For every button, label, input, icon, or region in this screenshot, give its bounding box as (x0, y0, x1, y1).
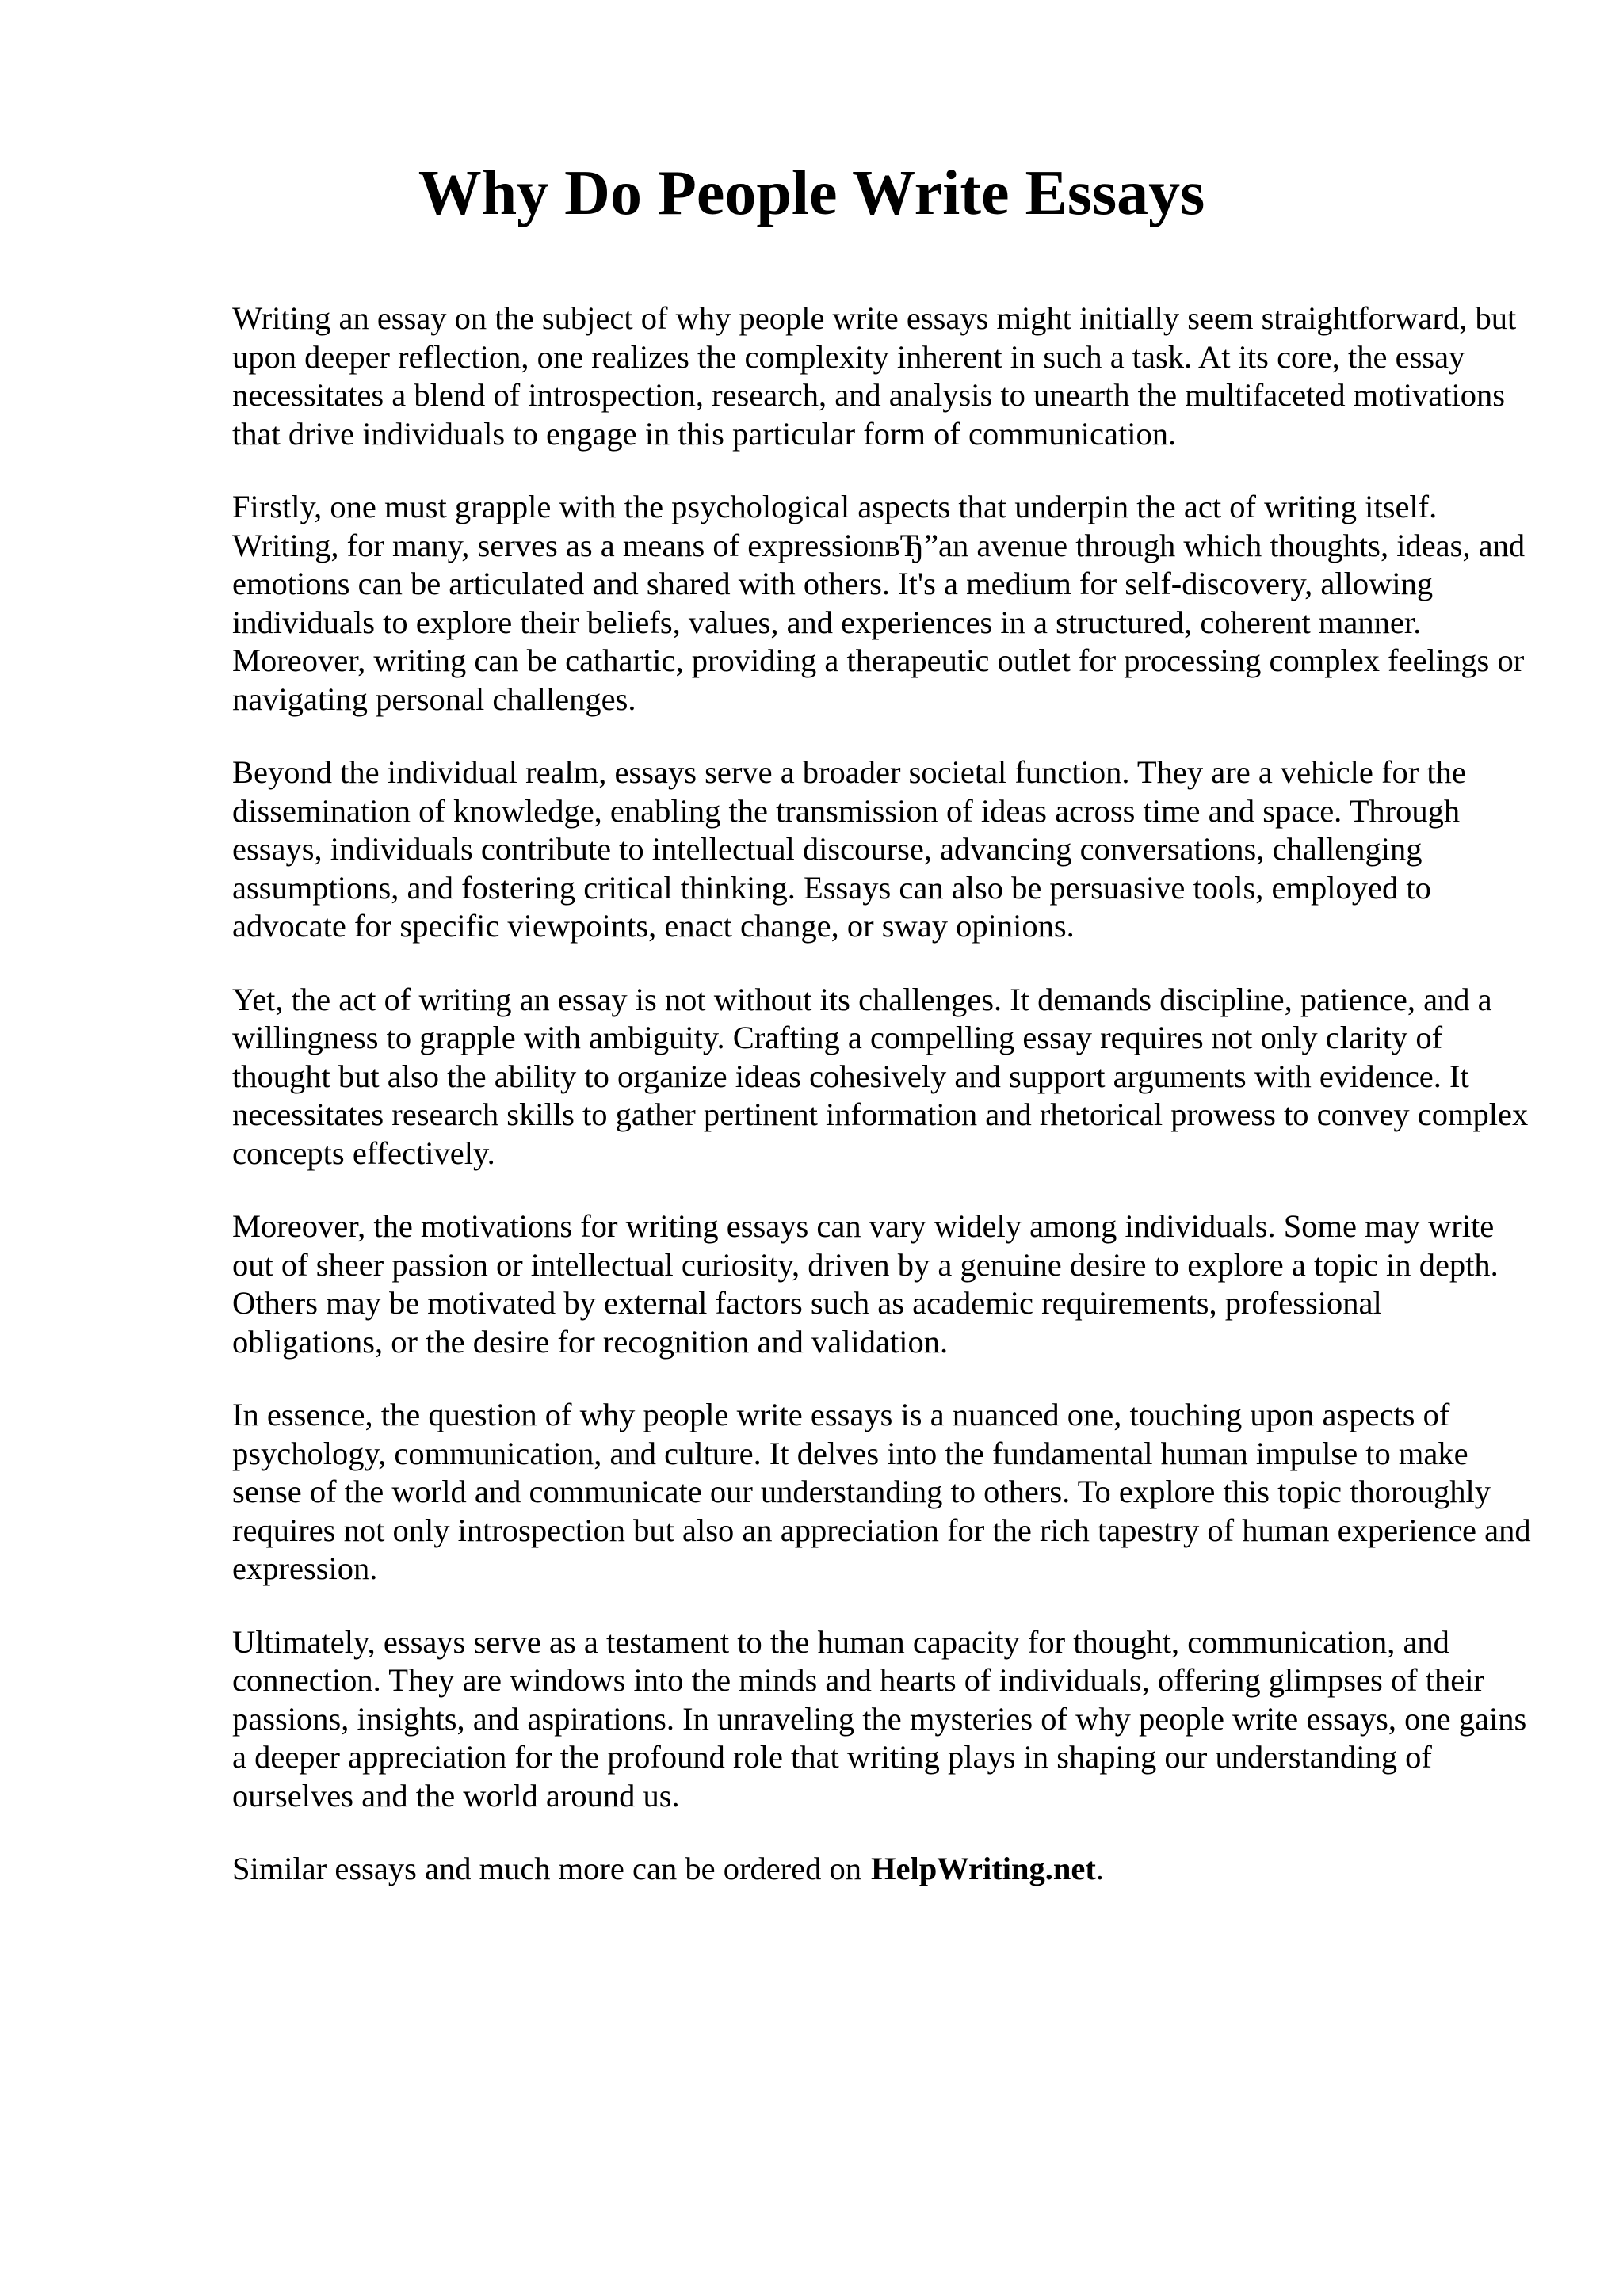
paragraph: Ultimately, essays serve as a testament to the human capacity for thought, communication, and connection. They are windows into the minds and hearts of individuals, offering glimpses of their passions, insights, and aspirations. In unraveling the mysteries of why people write essays, one gains a deeper appreciation for the profound role that writing plays in shaping our understanding of ourselves and the world around us. (232, 1623, 1527, 1814)
paragraph: Yet, the act of writing an essay is not without its challenges. It demands discipline, patience, and a willingness to grapple with ambiguity. Crafting a compelling essay requires not only clarity of thought but also the ability to organize ideas cohesively and support arguments with evidence. It necessitates research skills to gather pertinent information and rhetorical prowess to convey complex concepts effectively. (232, 981, 1529, 1171)
footer-prefix: Similar essays and much more can be ordered on (232, 1851, 862, 1886)
page-title: Why Do People Write Essays (418, 158, 1205, 228)
paragraph: Writing an essay on the subject of why people write essays might initially seem straightforward, but upon deeper reflection, one realizes the complexity inherent in such a task. At its core, the essay necessitates a blend of introspection, research, and analysis to unearth the multifaceted motivations that drive individuals to engage in this particular form of communication. (232, 300, 1517, 452)
paragraph: In essence, the question of why people write essays is a nuanced one, touching upon aspects of psychology, communication, and culture. It delves into the fundamental human impulse to make sense of the world and communicate our understanding to others. To explore this topic thoroughly requires not only introspection but also an appreciation for the rich tapestry of human experience and expression. (232, 1397, 1531, 1586)
footer-promo (232, 1850, 1532, 1889)
paragraph: Firstly, one must grapple with the psychological aspects that underpin the act of writing itself. Writing, for many, serves as a means of expressionвЂ”an avenue through which thoughts, ideas, and emotions can be articulated and shared with others. It's a medium for self-discovery, allowing individuals to explore their beliefs, values, and experiences in a structured, coherent manner. Moreover, writing can be cathartic, providing a therapeutic outlet for processing complex feelings or navigating personal challenges. (232, 489, 1526, 717)
paragraph: Moreover, the motivations for writing essays can vary widely among individuals. Some may write out of sheer passion or intellectual curiosity, driven by a genuine desire to explore a topic in depth. Others may be motivated by external factors such as academic requirements, professional obligations, or the desire for recognition and validation. (232, 1208, 1499, 1360)
paragraph: Beyond the individual realm, essays serve a broader societal function. They are a vehicle for the dissemination of knowledge, enabling the transmission of ideas across time and space. Through essays, individuals contribute to intellectual discourse, advancing conversations, challenging assumptions, and fostering critical thinking. Essays can also be persuasive tools, employed to advocate for specific viewpoints, enact change, or sway opinions. (232, 754, 1466, 944)
footer-suffix: . (1095, 1851, 1105, 1886)
helpwriting-link[interactable]: HelpWriting.net (871, 1851, 1096, 1886)
essay-body (232, 299, 1532, 1889)
